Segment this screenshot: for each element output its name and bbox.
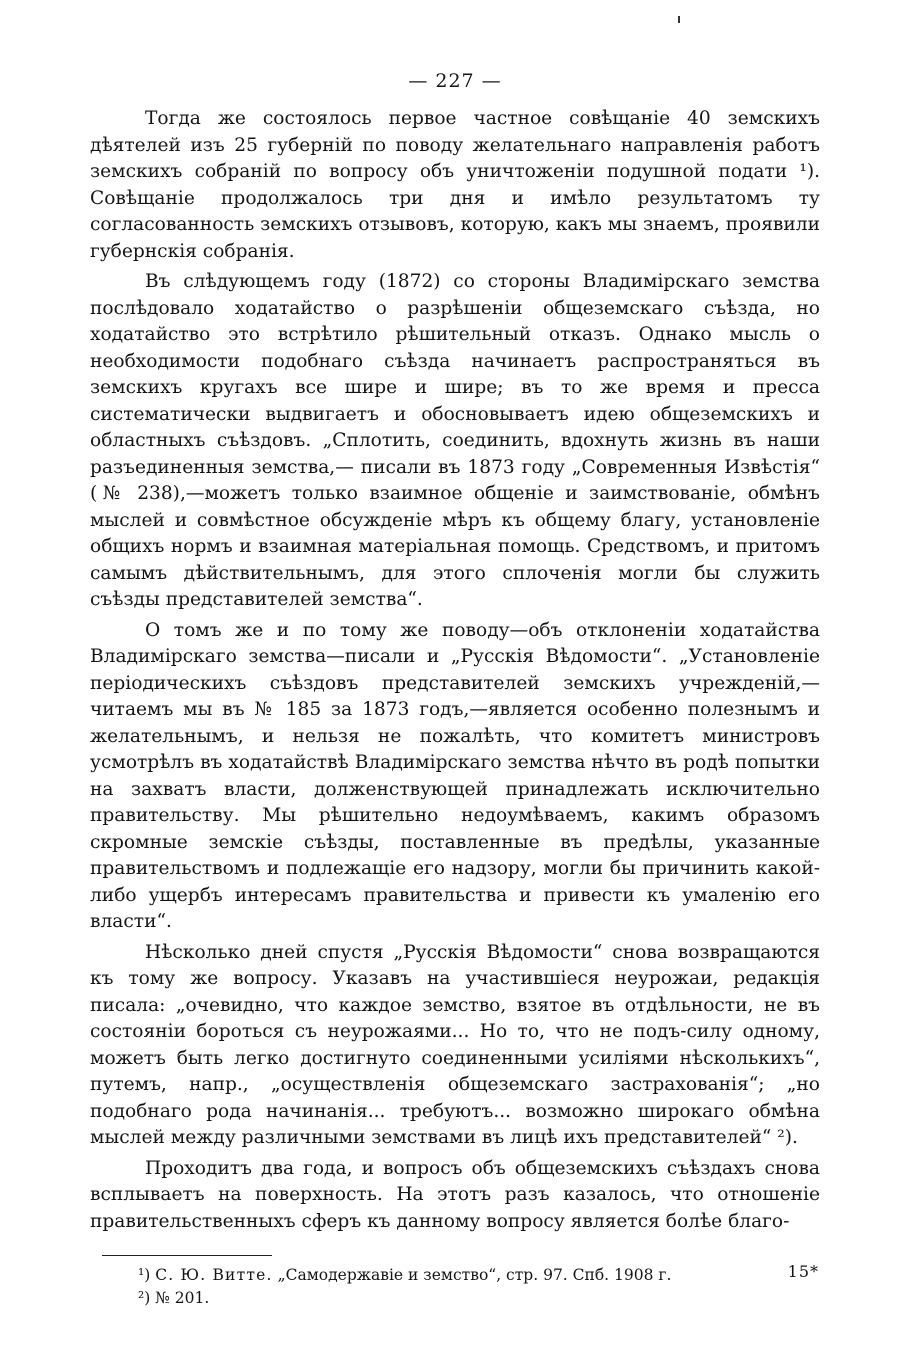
paragraph-3: О томъ же и по тому же поводу—объ отклоненіи ходатайства Владимірскаго земства—писали и „Русскія Вѣдомости“. „Установленіе періодическихъ съѣздовъ представителей земскихъ учрежденій,—читаемъ мы въ № 185 за 1873 годъ,—является особенно полезнымъ и желательнымъ, и нельзя не пожалѣть, что комитетъ министровъ усмотрѣлъ въ ходатайствѣ Владимірскаго земства нѣчто въ родѣ попытки на захватъ власти, долженствующей принадлежать исключительно правительству. Мы рѣшительно недоумѣваемъ, какимъ образомъ скромные земскіе съѣзды, поставленные въ предѣлы, указанные правительствомъ и подлежащіе его надзору, могли бы причинить какой-либо ущербъ интересамъ правительства и привести къ умаленію его власти“. xyxy=(90,619,820,932)
body-text xyxy=(90,106,820,1235)
paragraph-5: Проходитъ два года, и вопросъ объ общеземскихъ съѣздахъ снова всплываетъ на поверхность. На этотъ разъ казалось, что отношеніе правительственныхъ сферъ къ данному вопросу является болѣе благо- xyxy=(90,1157,820,1232)
footnote-1 xyxy=(138,1264,820,1287)
paragraph-2: Въ слѣдующемъ году (1872) со стороны Владимірскаго земства послѣдовало ходатайство о разрѣшеніи общеземскаго съѣзда, но ходатайство это встрѣтило рѣшительный отказъ. Однако мысль о необходимости подобнаго съѣзда начинаетъ распространяться въ земскихъ кругахъ все шире и шире; въ то же время и пресса систематически выдвигаетъ и обосновываетъ идею общеземскихъ и областныхъ съѣздовъ. „Сплотить, соединить, вдохнуть жизнь въ наши разъединенныя земства,— писали въ 1873 году „Современныя Извѣстія“ (№ 238),—можетъ только взаимное общеніе и заимствованіе, обмѣнъ мыслей и совмѣстное обсужденіе мѣръ къ общему благу, установленіе общихъ нормъ и взаимная матеріальная помощь. Средствомъ, и притомъ самымъ дѣйствительнымъ, для этого сплоченія могли бы служить съѣзды представителей земства“. xyxy=(90,271,820,610)
paragraph-4: Нѣсколько дней спустя „Русскія Вѣдомости“ снова возвращаются къ тому же вопросу. Указавъ на участившіеся неурожаи, редакція писала: „очевидно, что каждое земство, взятое въ отдѣльности, не въ состояніи бороться съ неурожаями... Но то, что не подъ-силу одному, можетъ быть легко достигнуто соединенными усиліями нѣсколькихъ“, путемъ, напр., „осуществленія общеземскаго застрахованія“; „но подобнаго рода начинанія... требуютъ... возможно широкаго обмѣна мыслей между различными земствами въ лицѣ ихъ представителей“ ²). xyxy=(90,941,820,1148)
paragraph-1: Тогда же состоялось первое частное совѣщаніе 40 земскихъ дѣятелей изъ 25 губерній по поводу желательнаго направленія работъ земскихъ собраній по вопросу объ уничтоженіи подушной подати ¹). Совѣщаніе продолжалось три дня и имѣло результатомъ ту согласованность земскихъ отзывовъ, которую, какъ мы знаемъ, проявили губернскія собранія. xyxy=(90,108,820,262)
footnote-2: ²) № 201. xyxy=(138,1289,210,1307)
page-number: — 227 — xyxy=(408,70,502,92)
signature-mark: 15* xyxy=(787,1262,819,1281)
document-page xyxy=(90,70,820,1310)
footnote-rule xyxy=(102,1255,272,1256)
footnote-1-author: С. Ю. Витте. xyxy=(155,1266,273,1284)
footnotes xyxy=(138,1264,820,1310)
print-speck xyxy=(678,16,680,23)
footnote-1-marker: ¹) xyxy=(138,1266,151,1284)
footnote-1-text: „Самодержавіе и земство“, стр. 97. Спб. 1908 г. xyxy=(277,1266,672,1284)
